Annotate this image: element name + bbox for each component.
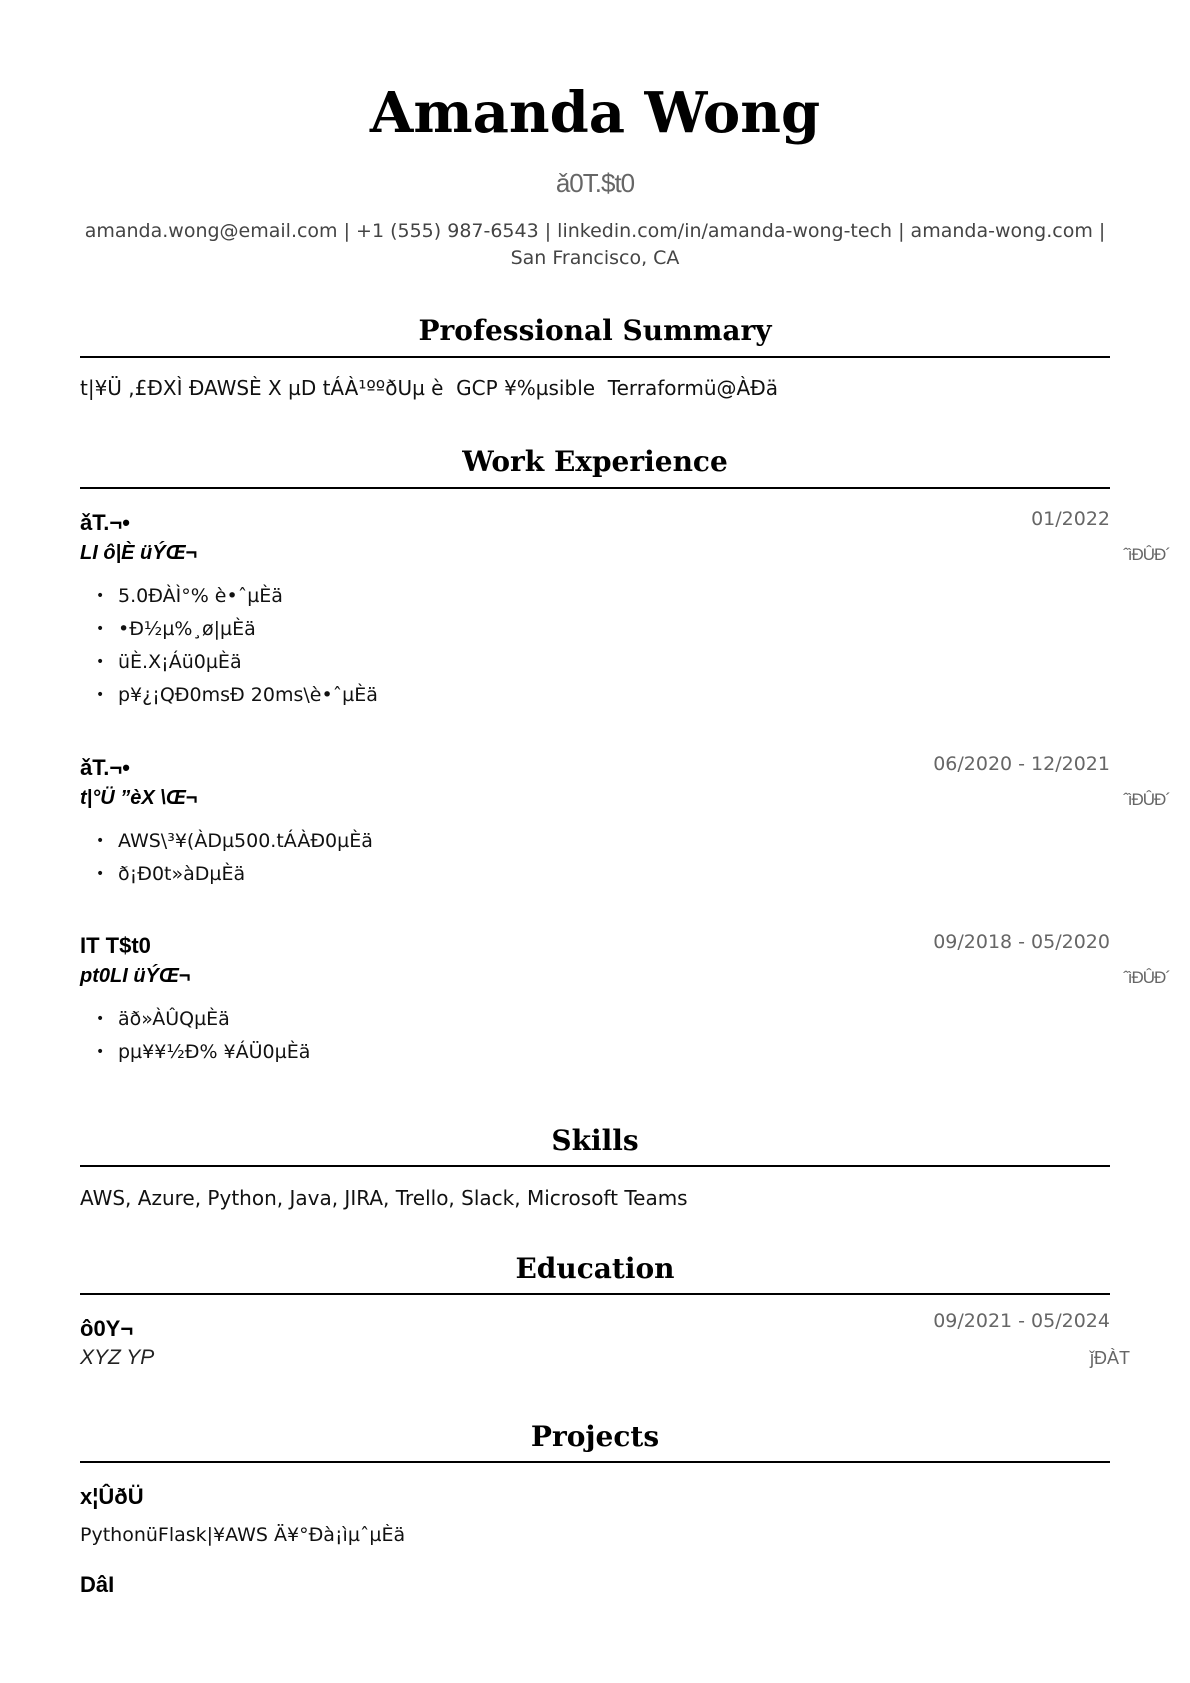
skills-heading: Skills xyxy=(551,1124,639,1157)
experience-heading: Work Experience xyxy=(462,445,728,478)
job-location: ˆìÐÛÐ´ xyxy=(1123,968,1170,987)
candidate-name: Amanda Wong xyxy=(369,80,821,146)
education-date: 09/2021 - 05/2024 xyxy=(933,1310,1110,1332)
job-date: 09/2018 - 05/2020 xyxy=(933,931,1110,953)
job-company: LI ô|È üÝŒ¬ xyxy=(80,542,198,564)
summary-text: t|¥Ü ,£ĐXÌ ĐAWSÈ X µD tÁÀ¹ººðUµ è GCP ¥%µsible Terraformü@ÀÐä xyxy=(80,376,778,400)
job-bullet: • p¥¿¡QÐ0msĐ 20ms\è•ˆµÈä xyxy=(96,679,1096,712)
job-title: ǎT.¬• xyxy=(80,510,130,535)
projects-heading: Projects xyxy=(530,1420,660,1453)
education-heading: Education xyxy=(515,1252,675,1285)
job-title: ǎT.¬• xyxy=(80,755,130,780)
education-degree: XYZ YP xyxy=(80,1346,155,1369)
summary-divider xyxy=(80,356,1110,358)
experience-divider xyxy=(80,487,1110,489)
skills-divider xyxy=(80,1165,1110,1167)
job-bullet: • äð»ÀÛQµÈä xyxy=(96,1003,1096,1036)
education-location: ǰÐÀT xyxy=(1090,1348,1130,1368)
job-bullet: • •Ð½µ%¸ø|µÈä xyxy=(96,613,1096,646)
job-bullet: • pµ¥¥½Ð% ¥ÁÜ0µÈä xyxy=(96,1036,1096,1069)
contact-line: amanda.wong@email.com | +1 (555) 987-6543 | linkedin.com/in/amanda-wong-tech | amanda-wong.com | San Francisco, CA xyxy=(84,220,1106,269)
job-bullet: • AWS\³¥(ÀDµ500.tÁÀÐ0µÈä xyxy=(96,825,1096,858)
job-company: t|°Ü ”èX \Œ¬ xyxy=(80,787,198,809)
job-title: IT T$t0 xyxy=(80,933,151,958)
job-bullets xyxy=(96,825,1096,891)
job-date: 06/2020 - 12/2021 xyxy=(933,753,1110,775)
skills-list: AWS, Azure, Python, Java, JIRA, Trello, Slack, Microsoft Teams xyxy=(80,1186,688,1210)
job-bullet: • 5.0ÐÀÌ°% è•ˆµÈä xyxy=(96,580,1096,613)
project-description: PythonüFlask|¥AWS Ä¥°Ðà¡ìµˆµÈä xyxy=(80,1524,406,1546)
job-bullets xyxy=(96,580,1096,712)
job-date: 01/2022 xyxy=(1031,508,1110,530)
summary-heading: Professional Summary xyxy=(418,314,772,347)
job-company: pt0LI üÝŒ¬ xyxy=(80,965,191,987)
job-location: ˆìÐÛÐ´ xyxy=(1123,790,1170,809)
candidate-subtitle: ǎ0T.$t0 xyxy=(555,168,635,198)
education-school: ô0Y¬ xyxy=(80,1316,134,1341)
job-bullet: • ð¡Ð0t»àDµÈä xyxy=(96,858,1096,891)
education-divider xyxy=(80,1293,1110,1295)
project-name: x¦ÛðÜ xyxy=(80,1484,144,1509)
job-location: ˆìÐÛÐ´ xyxy=(1123,545,1170,564)
job-bullets xyxy=(96,1003,1096,1069)
job-bullet: • üÈ.X¡Áü0µÈä xyxy=(96,646,1096,679)
projects-divider xyxy=(80,1461,1110,1463)
project-name: DâI xyxy=(80,1572,115,1597)
